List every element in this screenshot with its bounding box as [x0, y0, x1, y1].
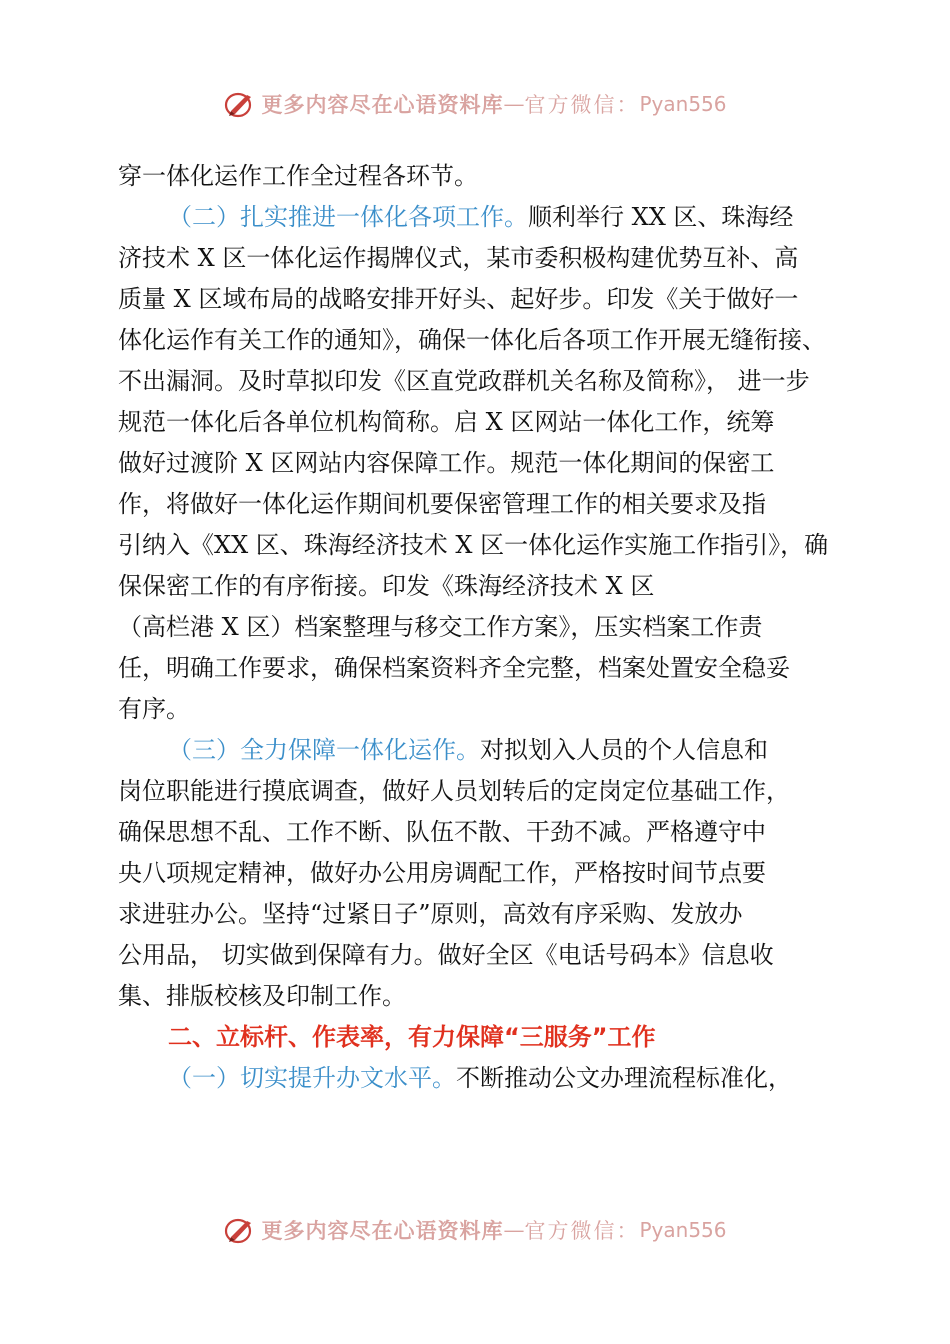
body-line: 公用品， 切实做到保障有力。做好全区《电话号码本》信息收 [118, 941, 774, 969]
body-line: 确保思想不乱、工作不断、队伍不散、干劲不减。严格遵守中 [118, 818, 766, 846]
watermark-id: Pyan556 [639, 1218, 727, 1242]
subheading-4: （一）切实提升办文水平。 [168, 1064, 456, 1092]
document-body [118, 156, 858, 1099]
pen-logo-icon [223, 87, 257, 121]
subheading-2: （二）扎实推进一体化各项工作。 [168, 203, 528, 231]
watermark-text: 更多内容尽在心语资料库 [261, 1218, 504, 1243]
body-line: 体化运作有关工作的通知》，确保一体化后各项工作开展无缝衔接、 [118, 326, 826, 354]
body-line: 任，明确工作要求，确保档案资料齐全完整，档案处置安全稳妥 [118, 654, 790, 682]
body-line: 岗位职能进行摸底调查，做好人员划转后的定岗定位基础工作， [118, 777, 790, 805]
watermark-separator: — [503, 1218, 525, 1242]
watermark-separator: — [503, 92, 525, 116]
paragraph-4-first-line [118, 1058, 858, 1099]
section-2-heading: 二、立标杆、作表率，有力保障“三服务”工作 [168, 1023, 656, 1051]
body-line: 穿一体化运作工作全过程各环节。 [118, 162, 478, 190]
watermark-label: 官方微信： [524, 1219, 640, 1243]
watermark-label: 官方微信： [524, 93, 640, 117]
body-text: 对拟划入人员的个人信息和 [480, 736, 768, 764]
body-line: 规范一体化后各单位机构简称。启 X 区网站一体化工作，统筹 [118, 408, 775, 436]
body-line: 保保密工作的有序衔接。印发《珠海经济技术 X 区 [118, 572, 655, 600]
subheading-3: （三）全力保障一体化运作。 [168, 736, 480, 764]
body-line: 作，将做好一体化运作期间机要保密管理工作的相关要求及指 [118, 490, 766, 518]
body-text: 顺利举行 XX 区、珠海经 [528, 203, 794, 231]
pen-logo-icon [223, 1213, 257, 1247]
body-line: 济技术 X 区一体化运作揭牌仪式，某市委积极构建优势互补、高 [118, 244, 799, 272]
body-line: 质量 X 区域布局的战略安排开好头、起好步。印发《关于做好一 [118, 285, 799, 313]
body-line: 不出漏洞。及时草拟印发《区直党政群机关名称及简称》， 进一步 [118, 367, 810, 395]
body-line: 求进驻办公。坚持“过紧日子”原则，高效有序采购、发放办 [118, 900, 743, 928]
body-line: 引纳入《XX 区、珠海经济技术 X 区一体化运作实施工作指引》，确 [118, 531, 829, 559]
body-line: 有序。 [118, 695, 190, 723]
watermark-banner-bottom [0, 1210, 950, 1250]
paragraph-3-first-line [118, 730, 858, 771]
watermark-text: 更多内容尽在心语资料库 [261, 92, 504, 117]
body-line: 集、排版校核及印制工作。 [118, 982, 406, 1010]
paragraph-2-first-line [118, 197, 858, 238]
body-line: 央八项规定精神，做好办公用房调配工作，严格按时间节点要 [118, 859, 766, 887]
body-line: 做好过渡阶 X 区网站内容保障工作。规范一体化期间的保密工 [118, 449, 775, 477]
body-text: 不断推动公文办理流程标准化， [456, 1064, 792, 1092]
watermark-banner-top [0, 84, 950, 124]
watermark-id: Pyan556 [639, 92, 727, 116]
body-line: （高栏港 X 区）档案整理与移交工作方案》，压实档案工作责 [118, 613, 763, 641]
